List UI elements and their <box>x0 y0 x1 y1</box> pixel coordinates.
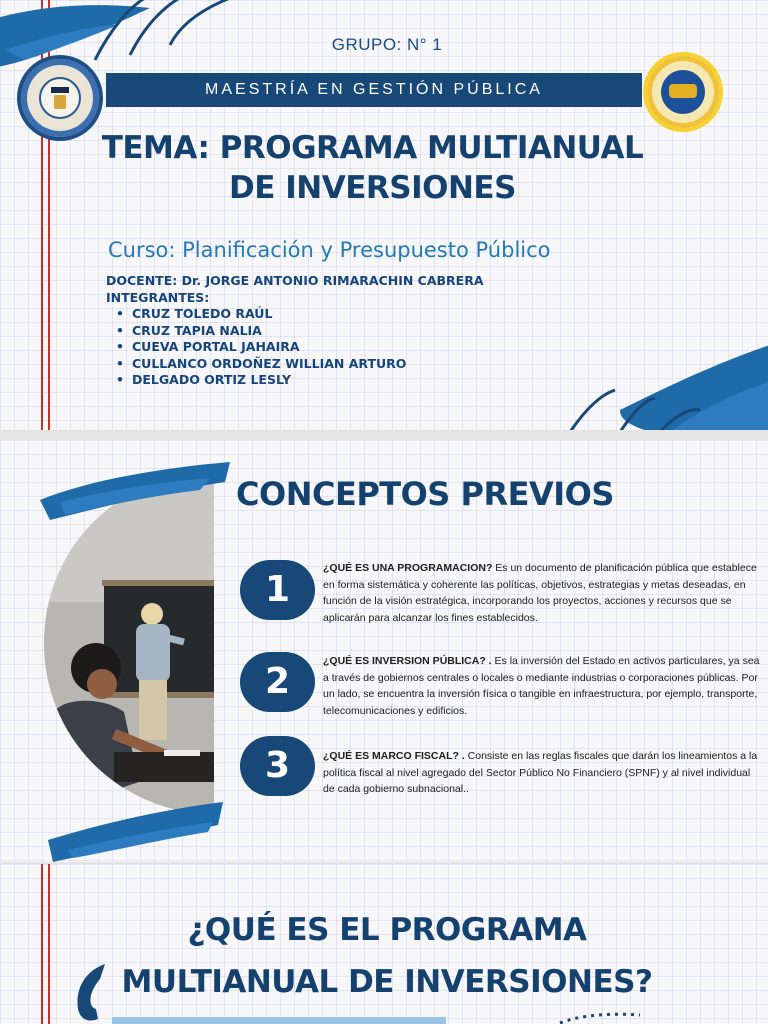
number-badge: 2 <box>240 652 315 712</box>
concept-heading: ¿QUÉ ES UNA PROGRAMACION? <box>323 562 493 574</box>
member-item: • CUEVA PORTAL JAHAIRA <box>116 339 484 356</box>
slide-title-heading <box>60 128 685 208</box>
member-item: • CRUZ TOLEDO RAÚL <box>116 306 484 323</box>
program-banner <box>106 73 642 107</box>
brush-dots <box>560 1009 670 1024</box>
slide-concepts <box>0 440 768 862</box>
question-line-2: MULTIANUAL DE INVERSIONES? <box>121 964 653 1000</box>
member-item: • CULLANCO ORDOÑEZ WILLIAN ARTURO <box>116 356 484 373</box>
members-label: INTEGRANTES: <box>106 289 210 305</box>
concept-text <box>323 560 761 626</box>
member-item: • CRUZ TAPIA NALIA <box>116 323 484 340</box>
university-seal-icon <box>643 52 723 132</box>
brush-stroke-photo-top <box>40 460 240 522</box>
brush-stroke-photo-bottom <box>38 800 228 862</box>
quote-mark-icon <box>70 959 130 1024</box>
tema-line-1: TEMA: PROGRAMA MULTIANUAL <box>101 130 644 166</box>
concept-text <box>323 653 761 719</box>
slide-title <box>0 0 768 430</box>
members-list <box>106 306 484 389</box>
concept-body: Es la inversión del Estado en activos particulares, ya sea a través de gobiernos centrales o locales o mediante industrias o corporaciones públicas. Por un lado, se encuentra la inversión física o tangible en infraestructura, por ejemplo, transporte, telecomunicaciones y edificios. <box>323 655 760 717</box>
classroom-photo <box>44 472 214 814</box>
team-info <box>106 273 484 389</box>
brush-stroke-bottom-right <box>560 340 768 430</box>
slide-pmi-question <box>0 864 768 1024</box>
concept-heading: ¿QUÉ ES MARCO FISCAL? . <box>323 750 465 762</box>
tema-line-2: DE INVERSIONES <box>229 170 516 206</box>
concepts-title: CONCEPTOS PREVIOS <box>236 475 614 513</box>
concept-body: Es un documento de planificación pública que establece en forma sistemática y coherente las políticas, objetivos, estrategias y metas deseadas, en función de la visión estratégica, incorporando los proyectos, acciones y recursos que se aplicarán para alcanzar los fines establecidos. <box>323 562 757 624</box>
concept-heading: ¿QUÉ ES INVERSION PÚBLICA? . <box>323 655 492 667</box>
teacher-name: DOCENTE: Dr. JORGE ANTONIO RIMARACHIN CABRERA <box>106 273 484 288</box>
course-name: Curso: Planificación y Presupuesto Público <box>108 238 551 262</box>
number-badge: 1 <box>240 560 315 620</box>
concept-text <box>323 748 761 798</box>
member-item: • DELGADO ORTIZ LESLY <box>116 372 484 389</box>
question-line-1: ¿QUÉ ES EL PROGRAMA <box>187 912 587 948</box>
program-banner-text: MAESTRÍA EN GESTIÓN PÚBLICA <box>205 81 543 98</box>
group-number: GRUPO: N° 1 <box>331 35 443 54</box>
highlight-bar <box>112 1017 446 1024</box>
number-badge: 3 <box>240 736 315 796</box>
concept-body: Consiste en las reglas fiscales que darán los lineamientos a la política fiscal al nivel agregado del Sector Público No Financiero (SPNF) y al nivel individual de cada gobierno subnacional.. <box>323 750 758 795</box>
